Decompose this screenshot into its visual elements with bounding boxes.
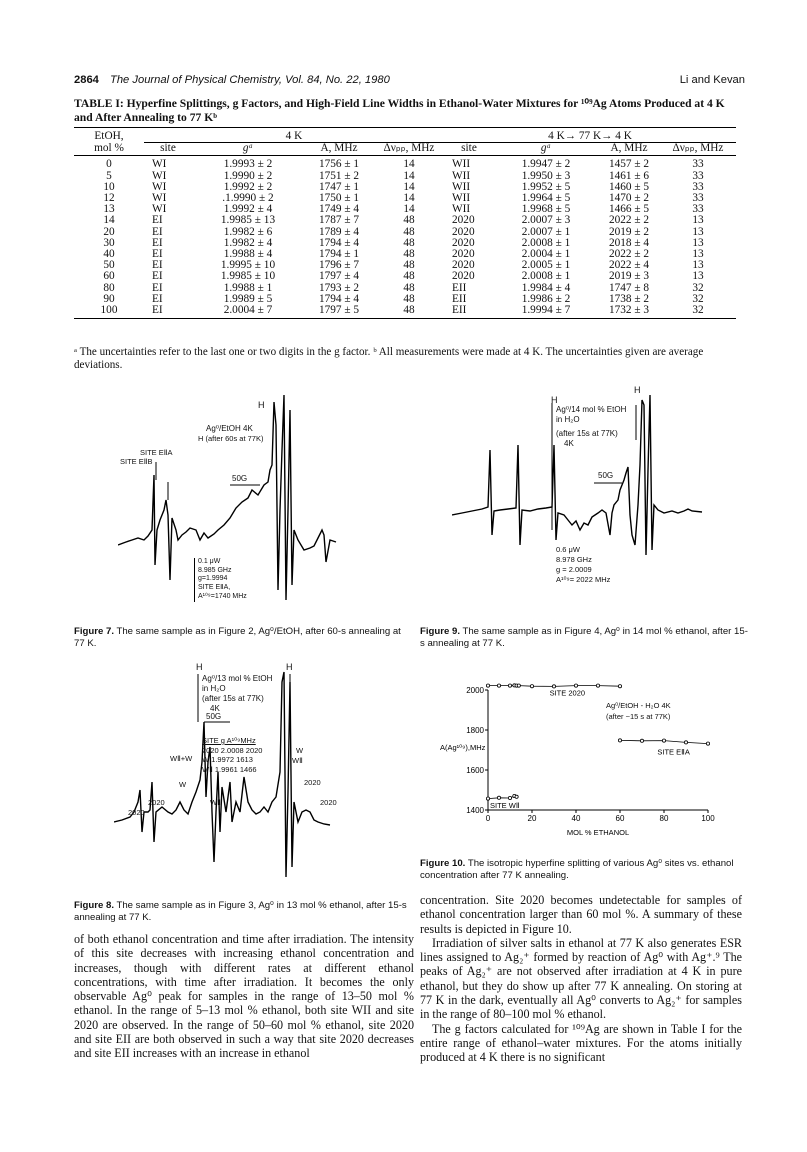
- table-cell: 1756 ± 1: [318, 158, 360, 171]
- figure-8: [114, 662, 374, 894]
- table-cell: 1.9985 ± 10: [220, 270, 276, 283]
- authors: Li and Kevan: [679, 74, 745, 86]
- table-cell: 2022 ± 2: [608, 214, 650, 227]
- table-cell: 50: [103, 259, 115, 272]
- y-tick-label: 1800: [466, 726, 484, 735]
- table-cell: 1789 ± 4: [318, 225, 360, 238]
- table-cell: 13: [103, 203, 115, 216]
- fig8-h2: H: [286, 662, 293, 672]
- info-line: 0.1 μW: [198, 558, 221, 565]
- data-point: [508, 684, 511, 687]
- table-cell: 12: [103, 192, 115, 205]
- table-cell: 1.9950 ± 3: [521, 169, 571, 182]
- col-g2: gᵃ: [494, 143, 598, 156]
- table-cell: 48: [403, 214, 415, 227]
- table-cell: 33: [692, 192, 704, 205]
- table-cell: EI: [152, 214, 163, 227]
- table-cell: WI: [152, 169, 167, 182]
- fig8-sample-block: Ag⁰/13 mol % EtOH in H₂O (after 15s at 77K) 4K: [202, 674, 273, 713]
- table-cell: WII: [452, 203, 471, 216]
- table-cell: WI: [152, 158, 167, 171]
- table-cell: 1470 ± 2: [608, 192, 650, 205]
- table-cell: .1.9990 ± 2: [222, 192, 274, 205]
- data-point: [618, 739, 621, 742]
- body-text-left: of both ethanol concentration and time after irradiation. The intensity of this site decreases with increasing ethanol concentration and increases, though with different rates at different ethanol concentrations, with time after irradiation. It becomes the only observable Ag⁰ peak for samples in the range of 13–50 mol % ethanol. In the range of 5–13 mol % ethanol, both site WII and site 2020 are observed. In the range of 50–60 mol % ethanol, site 2020 and site EII are both observed in such a way that site 2020 decreases and site EII increases with an increase in ethanol: [74, 932, 414, 1061]
- body-text-right: concentration. Site 2020 becomes undetectable for samples of ethanol concentration larger than 60 mol %. A summary of these results is depicted in Figure 10. Irradiation of silver salts in ethanol at 77 K also generates ESR lines assigned to Ag₂⁺ formed by reaction of Ag⁰ with Ag⁺.⁹ The peaks of Ag₂⁺ are not observed after irradiation at 4 K in pure ethanol, but they do show up after 77 K annealing. On storing at 77 K in the dark, eventually all Ag⁰ converts to Ag₂⁺ for samples in the range of 80–100 mol % ethanol. The g factors calculated for ¹⁰⁹Ag are shown in Table I for the entire range of ethanol–water mixtures. For the atoms initially produced at 4 K there is no significant: [420, 893, 742, 1065]
- table-cell: 1.9984 ± 4: [521, 281, 571, 294]
- table-cell: 2.0005 ± 1: [521, 259, 571, 272]
- table-cell: 2.0007 ± 3: [521, 214, 571, 227]
- table-cell: 13: [692, 236, 704, 249]
- table-cell: EI: [144, 305, 192, 319]
- page-number: 2864: [74, 74, 99, 86]
- table-cell: 1749 ± 4: [318, 203, 360, 216]
- table-cell: 2022 ± 2: [608, 248, 650, 261]
- col-site2: site: [444, 143, 494, 156]
- fig9-scale: 50G: [598, 471, 614, 480]
- table-cell: 2022 ± 4: [608, 259, 650, 272]
- table-cell: EI: [152, 292, 163, 305]
- table-cell: 14: [103, 214, 115, 227]
- x-tick-label: 80: [659, 814, 669, 823]
- table-cell: EII: [452, 292, 467, 305]
- table-cell: 0: [106, 158, 112, 171]
- series-line: [488, 796, 517, 799]
- fig7-sample: Ag⁰/EtOH 4K: [206, 424, 253, 433]
- y-tick-label: 2000: [466, 686, 484, 695]
- data-point: [508, 796, 511, 799]
- table-row: [74, 215, 736, 226]
- table-cell: 14: [403, 203, 415, 216]
- figure-7: [118, 390, 418, 615]
- fig8-2020a: 2020: [148, 798, 165, 807]
- fig8-wii-w: WⅡ+W: [170, 754, 193, 763]
- fig7-h1: H: [258, 400, 265, 410]
- table-cell: WII: [452, 180, 471, 193]
- table-cell: WI: [152, 192, 167, 205]
- data-point: [662, 739, 665, 742]
- table-cell: 33: [692, 203, 704, 216]
- table-cell: 32: [692, 281, 704, 294]
- data-point: [497, 796, 500, 799]
- table-cell: 1796 ± 7: [318, 259, 360, 272]
- data-point: [684, 741, 687, 744]
- figure-10: [440, 680, 740, 855]
- fig8-w: W: [179, 780, 187, 789]
- info-line: 8.978 GHz: [556, 555, 592, 564]
- x-axis-label: MOL % ETHANOL: [566, 828, 630, 837]
- table-cell: 1794 ± 4: [318, 292, 360, 305]
- table-cell: 48: [403, 259, 415, 272]
- table-cell: 1794 ± 1: [318, 248, 360, 261]
- table-cell: 2.0008 ± 1: [521, 270, 571, 283]
- table-cell: 14: [403, 192, 415, 205]
- x-tick-label: 100: [701, 814, 715, 823]
- table-cell: 14: [403, 169, 415, 182]
- table-cell: 2020: [452, 236, 475, 249]
- info-line: SITE EⅡA,: [198, 584, 231, 592]
- table-cell: 2020: [452, 225, 475, 238]
- table-cell: EI: [152, 236, 163, 249]
- table-cell: 13: [692, 225, 704, 238]
- table-cell: 80: [103, 281, 115, 294]
- table-cell: 32: [660, 305, 736, 319]
- data-point: [640, 739, 643, 742]
- table-cell: 48: [403, 270, 415, 283]
- table-cell: 48: [403, 236, 415, 249]
- table-cell: 2018 ± 4: [608, 236, 650, 249]
- y-tick-label: 1600: [466, 766, 484, 775]
- data-point: [530, 685, 533, 688]
- fig8-h1: H: [196, 662, 203, 672]
- table-cell: 1794 ± 4: [318, 236, 360, 249]
- journal-title: The Journal of Physical Chemistry, Vol. 84, No. 22, 1980: [110, 74, 390, 86]
- figure-9: [452, 385, 742, 610]
- table-row: [74, 305, 736, 319]
- table-cell: WII: [452, 158, 471, 171]
- fig10-annotation: Ag⁰/EtOH - H₂O 4K (after ~15 s at 77K): [606, 701, 671, 721]
- fig8-wii: WⅡ: [210, 798, 221, 807]
- fig8-wii2: WⅡ: [292, 756, 303, 765]
- table-cell: 1.9992 ± 4: [223, 203, 273, 216]
- table-cell: 48: [374, 305, 444, 319]
- fig8-inset-table: SITE g A¹⁰⁹MHz 2020 2.0008 2020 W 1.9972 1613 WⅡ 1.9961 1466: [202, 736, 263, 774]
- table-cell: 14: [403, 158, 415, 171]
- table-cell: 1793 ± 2: [318, 281, 360, 294]
- table-cell: 33: [692, 169, 704, 182]
- data-point: [486, 684, 489, 687]
- col-A: A, MHz: [304, 143, 374, 156]
- table-cell: 60: [103, 270, 115, 283]
- table-cell: 48: [403, 225, 415, 238]
- table-cell: 1738 ± 2: [608, 292, 650, 305]
- fig9-caption: Figure 9. The same sample as in Figure 4, Ag⁰ in 14 mol % ethanol, after 15-s annealing at 77 K.: [420, 626, 748, 649]
- table-cell: 1.9989 ± 5: [223, 292, 273, 305]
- table-cell: 100: [74, 305, 144, 319]
- table-cell: 1457 ± 2: [608, 158, 650, 171]
- table-cell: 2.0007 ± 1: [521, 225, 571, 238]
- col-dv: Δνₚₚ, MHz: [374, 143, 444, 156]
- table-cell: 1.9952 ± 5: [521, 180, 571, 193]
- table-cell: WI: [152, 203, 167, 216]
- y-axis-label: A(Ag¹⁰⁹),MHz: [440, 743, 486, 752]
- table-cell: 1.9947 ± 2: [521, 158, 571, 171]
- data-point: [497, 684, 500, 687]
- table-cell: WII: [452, 192, 471, 205]
- table-cell: 33: [692, 158, 704, 171]
- col-g: gᵃ: [192, 143, 304, 156]
- table-row: [74, 156, 736, 171]
- hyperfine-table: [74, 127, 736, 319]
- fig8-2020d: 2020: [320, 798, 337, 807]
- table-cell: 1.9968 ± 5: [521, 203, 571, 216]
- table-cell: 1797 ± 4: [318, 270, 360, 283]
- table-cell: 48: [403, 292, 415, 305]
- col-A2: A, MHz: [598, 143, 660, 156]
- table-cell: 1.9994 ± 7: [494, 305, 598, 319]
- info-line: 8.985 GHz: [198, 566, 232, 574]
- table-cell: EI: [152, 259, 163, 272]
- table-cell: 2020: [452, 270, 475, 283]
- table-cell: 13: [692, 214, 704, 227]
- x-tick-label: 40: [571, 814, 581, 823]
- table-cell: 1.9982 ± 4: [223, 236, 273, 249]
- table-cell: 90: [103, 292, 115, 305]
- running-header: [74, 74, 745, 90]
- col-site: site: [144, 143, 192, 156]
- table-cell: 2019 ± 3: [608, 270, 650, 283]
- x-tick-label: 60: [615, 814, 625, 823]
- data-point: [552, 685, 555, 688]
- table-cell: 2.0004 ± 1: [521, 248, 571, 261]
- table-footnote: ᵃ The uncertainties refer to the last one or two digits in the g factor. ᵇ All measurements were made at 4 K. The uncertainties given are average deviations.: [74, 346, 704, 371]
- table-cell: 20: [103, 225, 115, 238]
- fig7-site-a: SITE EⅡA: [140, 448, 173, 457]
- group-4k: 4 K: [144, 128, 444, 143]
- table-cell: 2020: [452, 214, 475, 227]
- data-point: [706, 742, 709, 745]
- table-cell: 1.9988 ± 1: [223, 281, 273, 294]
- table-cell: 2020: [452, 259, 475, 272]
- table-cell: EI: [152, 281, 163, 294]
- table-cell: EI: [152, 225, 163, 238]
- table-cell: 5: [106, 169, 112, 182]
- table-cell: 1.9982 ± 6: [223, 225, 273, 238]
- table-cell: 1.9992 ± 2: [223, 180, 273, 193]
- info-line: g=1.9994: [198, 575, 228, 583]
- table-cell: 13: [692, 270, 704, 283]
- table-cell: 1787 ± 7: [318, 214, 360, 227]
- fig7-site-b: SITE EⅡB: [120, 457, 153, 466]
- table-cell: EII: [452, 281, 467, 294]
- fig9-sample-block: Ag⁰/14 mol % EtOH in H₂O (after 15s at 77K) 4K: [556, 405, 627, 448]
- fig8-2020b: 2020: [128, 808, 145, 817]
- data-point: [574, 684, 577, 687]
- fig8-2020c: 2020: [304, 778, 321, 787]
- fig7-info-box: [194, 558, 247, 602]
- table-cell: 2020: [452, 248, 475, 261]
- table-cell: 1732 ± 3: [598, 305, 660, 319]
- table-cell: 1466 ± 5: [608, 203, 650, 216]
- table-cell: 1.9985 ± 13: [220, 214, 276, 227]
- series-label: SITE EⅡA: [657, 747, 690, 757]
- table-cell: 10: [103, 180, 115, 193]
- table-cell: 40: [103, 248, 115, 261]
- group-annealed: 4 K→ 77 K→ 4 K: [444, 128, 736, 143]
- fig8-scale: 50G: [206, 712, 222, 721]
- table-cell: 1797 ± 5: [304, 305, 374, 319]
- fig7-scale: 50G: [232, 474, 248, 483]
- table-cell: WI: [152, 180, 167, 193]
- series-label: SITE 2020: [549, 688, 586, 698]
- info-line: A¹⁰⁹=1740 MHz: [198, 592, 247, 600]
- info-line: g = 2.0009: [556, 565, 592, 574]
- data-point: [486, 797, 489, 800]
- fig8-w2: W: [296, 746, 304, 755]
- x-tick-label: 20: [527, 814, 537, 823]
- table-cell: EII: [444, 305, 494, 319]
- table-cell: 1.9964 ± 5: [521, 192, 571, 205]
- fig10-caption: Figure 10. The isotropic hyperfine splitting of various Ag⁰ sites vs. ethanol concentration after 77 K annealing.: [420, 858, 734, 881]
- y-tick-label: 1400: [466, 806, 484, 815]
- data-point: [517, 684, 520, 687]
- table-cell: 1.9990 ± 2: [223, 169, 273, 182]
- fig9-h1: H: [634, 385, 641, 395]
- col-etoh-h2: mol %: [74, 143, 144, 156]
- table-cell: 1747 ± 1: [318, 180, 360, 193]
- data-point: [618, 685, 621, 688]
- table-cell: 14: [403, 180, 415, 193]
- col-etoh-h1: EtOH,: [74, 128, 144, 143]
- fig10-chart: [440, 680, 740, 855]
- table-cell: 1751 ± 2: [318, 169, 360, 182]
- table-cell: 32: [692, 292, 704, 305]
- fig8-caption: Figure 8. The same sample as in Figure 3, Ag⁰ in 13 mol % ethanol, after 15-s annealing at 77 K.: [74, 900, 407, 923]
- table-cell: 30: [103, 236, 115, 249]
- table-row: [74, 271, 736, 282]
- table-cell: 1.9988 ± 4: [223, 248, 273, 261]
- table-cell: 2.0008 ± 1: [521, 236, 571, 249]
- table-cell: EI: [152, 248, 163, 261]
- fig9-h2: H: [551, 395, 558, 405]
- fig9-info-box: [556, 545, 610, 585]
- table-cell: 2019 ± 2: [608, 225, 650, 238]
- data-point: [515, 795, 518, 798]
- col-dv2: Δνₚₚ, MHz: [660, 143, 736, 156]
- table-cell: 1750 ± 1: [318, 192, 360, 205]
- table-cell: WII: [452, 169, 471, 182]
- table-cell: 48: [403, 248, 415, 261]
- table-cell: EI: [152, 270, 163, 283]
- table-cell: 1460 ± 5: [608, 180, 650, 193]
- table-cell: 13: [692, 259, 704, 272]
- table-cell: 33: [692, 180, 704, 193]
- info-line: A¹⁰⁹= 2022 MHz: [556, 575, 611, 584]
- table-cell: 1.9993 ± 2: [223, 158, 273, 171]
- table-cell: 2.0004 ± 7: [192, 305, 304, 319]
- fig7-after: H (after 60s at 77K): [198, 434, 264, 443]
- table-cell: 48: [403, 281, 415, 294]
- info-line: 0.6 μW: [556, 545, 580, 554]
- data-point: [596, 684, 599, 687]
- table-cell: 1.9995 ± 10: [220, 259, 276, 272]
- table-cell: 13: [692, 248, 704, 261]
- table-caption: TABLE I: Hyperfine Splittings, g Factors, and High-Field Line Widths in Ethanol-Water Mixtures for ¹⁰⁹Ag Atoms Produced at 4 K and After Annealing to 77 Kᵇ: [74, 97, 725, 124]
- fig7-caption: Figure 7. The same sample as in Figure 2, Ag⁰/EtOH, after 60-s annealing at 77 K.: [74, 626, 401, 649]
- table-cell: 1.9986 ± 2: [521, 292, 571, 305]
- table-cell: 1747 ± 8: [608, 281, 650, 294]
- x-tick-label: 0: [485, 814, 491, 823]
- series-label: SITE WⅡ: [490, 801, 520, 810]
- table-cell: 1461 ± 6: [608, 169, 650, 182]
